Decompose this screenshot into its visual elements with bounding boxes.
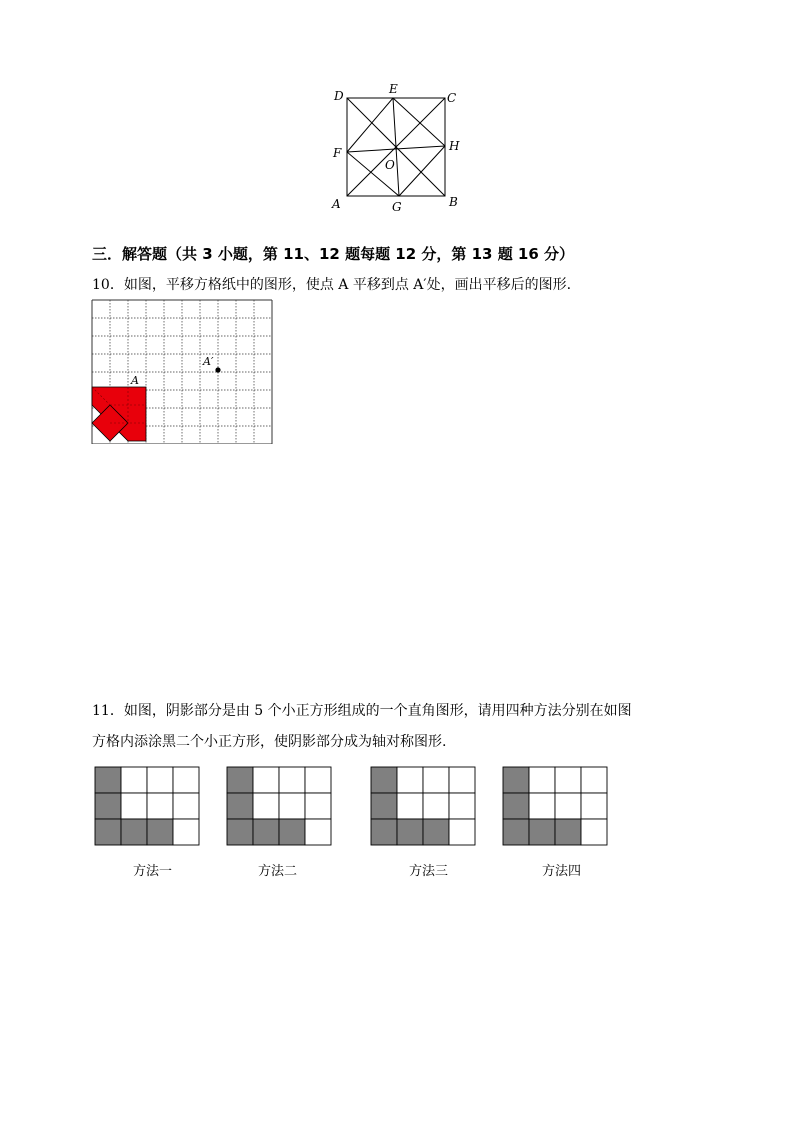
blank-cell [121, 767, 147, 793]
blank-cell [529, 767, 555, 793]
red-shape [92, 387, 146, 441]
method-grid-3 [370, 766, 478, 847]
blank-cell [555, 793, 581, 819]
blank-cell [305, 767, 331, 793]
blank-cell [147, 767, 173, 793]
shaded-cell [423, 819, 449, 845]
shaded-cell [227, 819, 253, 845]
shaded-cell [371, 819, 397, 845]
blank-cell [305, 819, 331, 845]
blank-cell [173, 819, 199, 845]
blank-cell [581, 793, 607, 819]
section-title: 三．解答题（共 3 小题，第 11、12 题每题 12 分，第 13 题 16 分） [92, 245, 575, 263]
method-grid-1 [94, 766, 202, 847]
segment-eg [393, 98, 399, 196]
blank-cell [449, 767, 475, 793]
shaded-cell [503, 793, 529, 819]
blank-cell [581, 819, 607, 845]
shaded-cell [529, 819, 555, 845]
shaded-cell [279, 819, 305, 845]
label-a: A [332, 197, 341, 211]
blank-cell [279, 767, 305, 793]
blank-cell [529, 793, 555, 819]
label-o: O [385, 158, 395, 172]
shaded-cell [95, 793, 121, 819]
blank-cell [253, 793, 279, 819]
shaded-cell [503, 819, 529, 845]
method-label-3: 方法三 [409, 864, 449, 879]
label-a-prime: A′ [203, 355, 214, 368]
blank-cell [397, 793, 423, 819]
label-h: H [449, 139, 460, 153]
method-grid-4 [502, 766, 610, 847]
shaded-cell [371, 793, 397, 819]
shaded-cell [121, 819, 147, 845]
label-e: E [389, 82, 398, 96]
q11-text-line2: 方格内添涂黑二个小正方形，使阴影部分成为轴对称图形. [92, 734, 447, 750]
square-figure [325, 80, 475, 215]
label-b: B [449, 195, 458, 209]
label-g: G [392, 200, 402, 214]
label-c: C [447, 91, 457, 105]
shaded-cell [95, 819, 121, 845]
shaded-cell [371, 767, 397, 793]
shaded-cell [227, 793, 253, 819]
blank-cell [449, 793, 475, 819]
q11-text-line1: 11．如图，阴影部分是由 5 个小正方形组成的一个直角图形，请用四种方法分别在如图 [92, 703, 632, 719]
shaded-cell [555, 819, 581, 845]
q10-text: 10．如图，平移方格纸中的图形，使点 A 平移到点 A′处，画出平移后的图形. [92, 277, 572, 293]
blank-cell [121, 793, 147, 819]
label-d: D [334, 89, 344, 103]
blank-cell [397, 767, 423, 793]
blank-cell [581, 767, 607, 793]
method-label-4: 方法四 [542, 864, 582, 879]
shaded-cell [503, 767, 529, 793]
method-label-2: 方法二 [258, 864, 298, 879]
shaded-cell [397, 819, 423, 845]
blank-cell [279, 793, 305, 819]
shaded-cell [227, 767, 253, 793]
blank-cell [555, 767, 581, 793]
q10-grid-figure [90, 298, 276, 444]
point-a-prime [215, 367, 220, 372]
blank-cell [147, 793, 173, 819]
blank-cell [173, 793, 199, 819]
label-a: A [131, 374, 139, 387]
method-grid-2 [226, 766, 334, 847]
blank-cell [449, 819, 475, 845]
method-label-1: 方法一 [133, 864, 173, 879]
shaded-cell [253, 819, 279, 845]
blank-cell [305, 793, 331, 819]
blank-cell [423, 767, 449, 793]
shaded-cell [147, 819, 173, 845]
label-f: F [333, 146, 342, 160]
blank-cell [423, 793, 449, 819]
blank-cell [253, 767, 279, 793]
shaded-cell [95, 767, 121, 793]
blank-cell [173, 767, 199, 793]
